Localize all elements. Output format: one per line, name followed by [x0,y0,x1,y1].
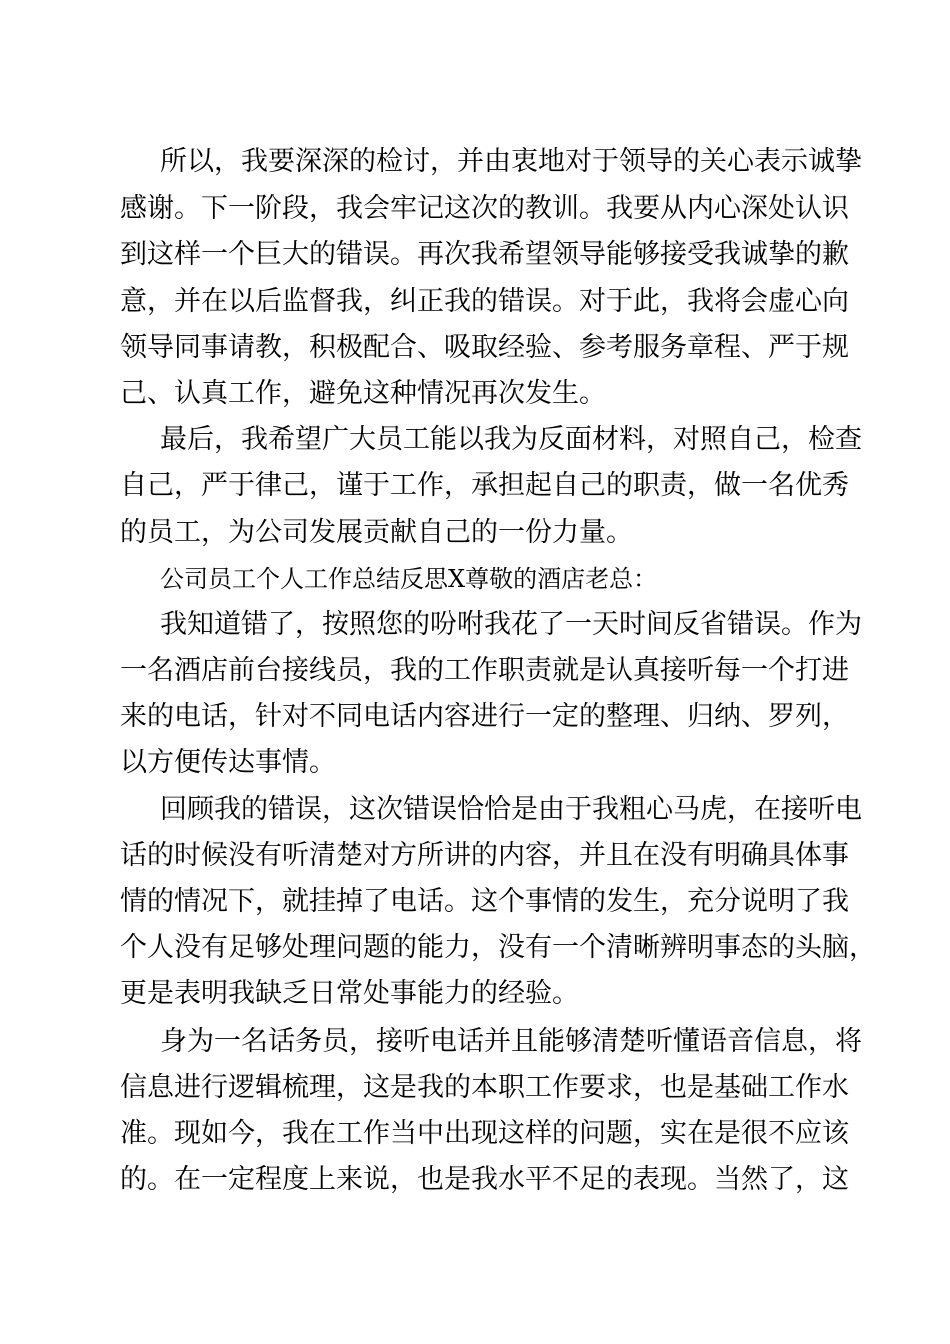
paragraph-2-line-3: 的员工，为公司发展贡献自己的一份力量。 [120,517,633,548]
paragraph-1-line-2: 感谢。下一阶段，我会牢记这次的教训。我要从内心深处认识 [120,193,849,224]
paragraph-2-line-2: 自己，严于律己，谨于工作，承担起自己的职责，做一名优秀 [120,470,849,501]
paragraph-4-line-3: 来的电话，针对不同电话内容进行一定的整理、归纳、罗列， [120,701,849,732]
paragraph-6-line-4: 的。在一定程度上来说，也是我水平不足的表现。当然了，这 [120,1164,849,1195]
paragraph-1-line-6: 己、认真工作，避免这种情况再次发生。 [120,378,606,409]
paragraph-4-line-4: 以方便传达事情。 [120,747,336,778]
paragraph-1-line-1: 所以，我要深深的检讨，并由衷地对于领导的关心表示诚挚 [160,146,862,177]
paragraph-4-line-1: 我知道错了，按照您的吩咐我花了一天时间反省错误。作为 [160,609,862,640]
paragraph-4-line-2: 一名酒店前台接线员，我的工作职责就是认真接听每一个打进 [120,655,849,686]
paragraph-5-line-1: 回顾我的错误，这次错误恰恰是由于我粗心马虎，在接听电 [160,794,862,825]
paragraph-2-line-1: 最后，我希望广大员工能以我为反面材料，对照自己，检查 [160,424,862,455]
paragraph-6-line-3: 准。现如今，我在工作当中出现这样的问题，实在是很不应该 [120,1118,849,1149]
paragraph-1-line-5: 领导同事请教，积极配合、吸取经验、参考服务章程、严于规 [120,332,849,363]
paragraph-3-line-1: 公司员工个人工作总结反思X尊敬的酒店老总： [160,565,658,593]
paragraph-5-line-4: 个人没有足够处理问题的能力，没有一个清晰辨明事态的头脑， [120,932,876,963]
paragraph-5-line-2: 话的时候没有听清楚对方所讲的内容，并且在没有明确具体事 [120,840,849,871]
paragraph-6-line-2: 信息进行逻辑梳理，这是我的本职工作要求，也是基础工作水 [120,1072,849,1103]
paragraph-1-line-4: 意，并在以后监督我，纠正我的错误。对于此，我将会虚心向 [120,286,849,317]
paragraph-1-line-3: 到这样一个巨大的错误。再次我希望领导能够接受我诚挚的歉 [120,239,849,270]
paragraph-5-line-5: 更是表明我缺乏日常处事能力的经验。 [120,978,579,1009]
paragraph-5-line-3: 情的情况下，就挂掉了电话。这个事情的发生，充分说明了我 [120,886,849,917]
paragraph-6-line-1: 身为一名话务员，接听电话并且能够清楚听懂语音信息，将 [160,1026,862,1057]
